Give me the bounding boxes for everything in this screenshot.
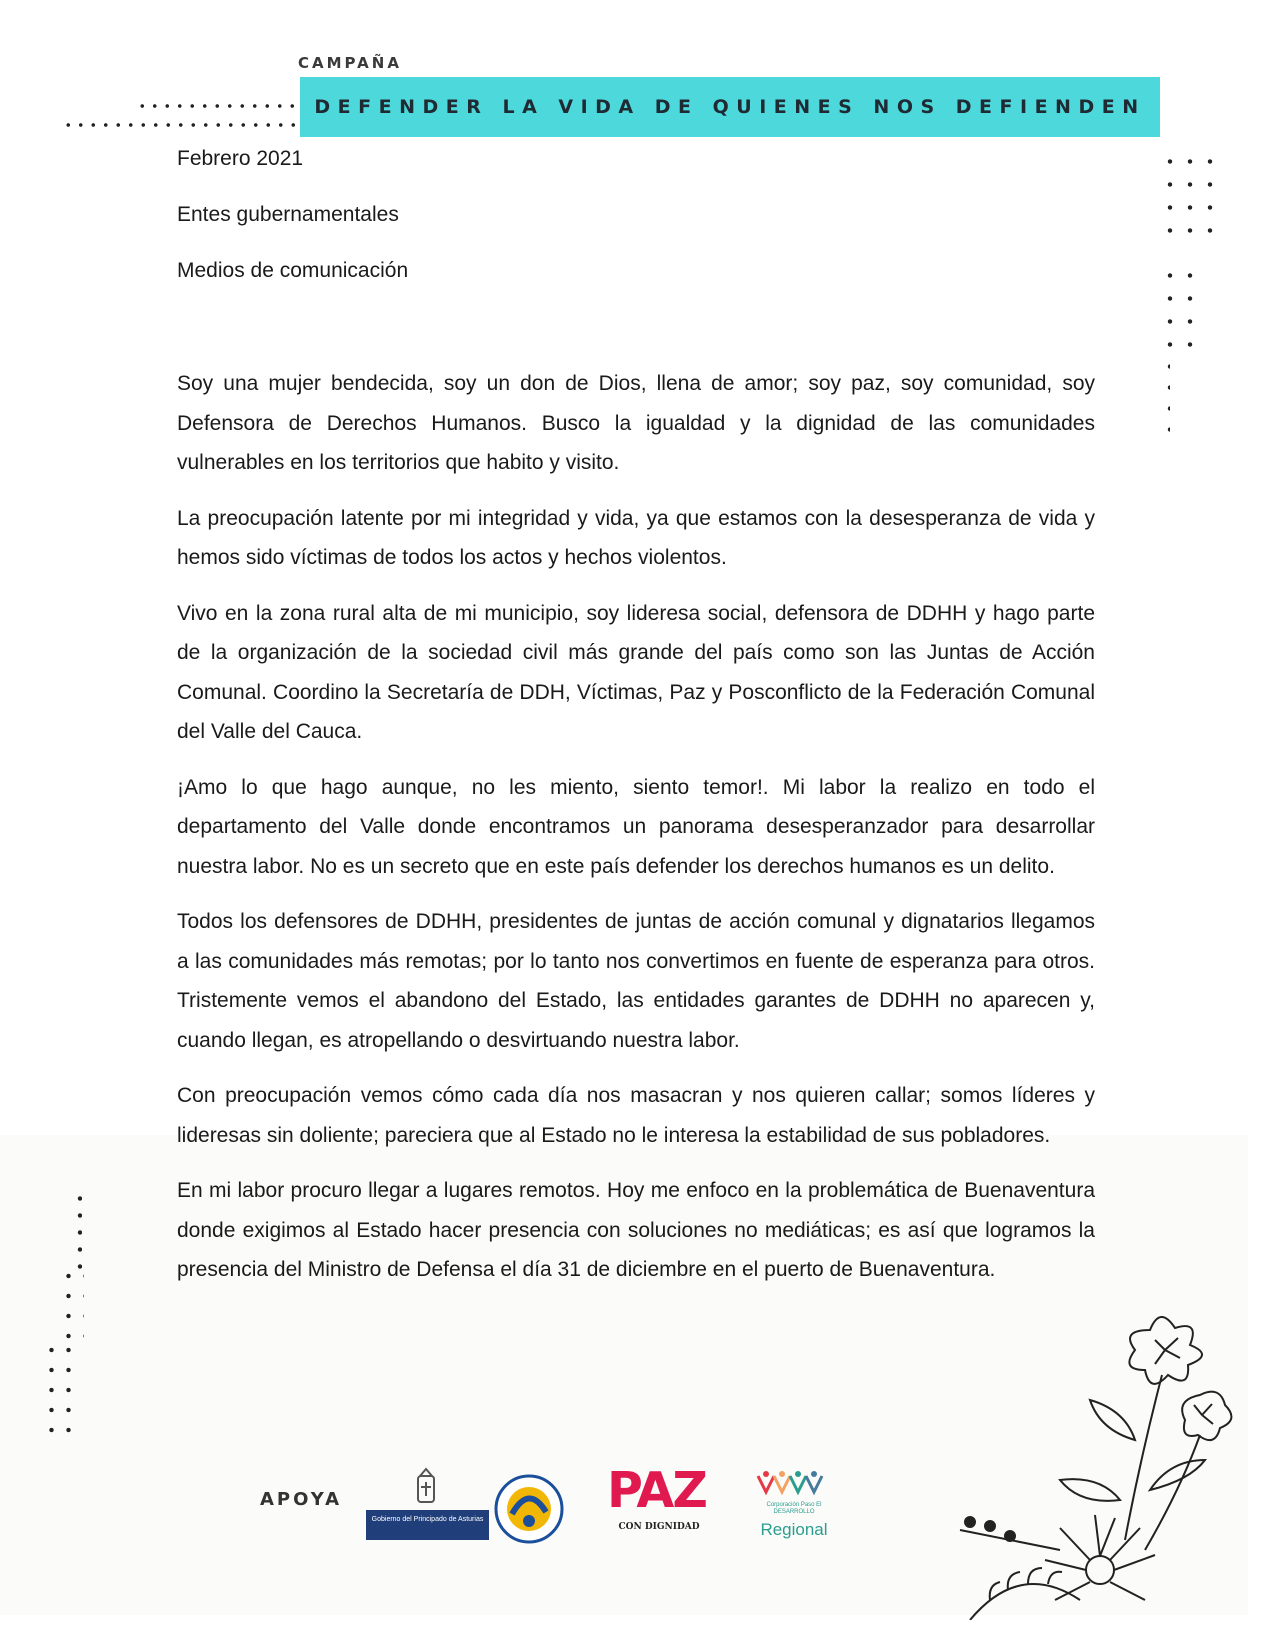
letter-body <box>177 364 1095 1306</box>
recipient-line: Entes gubernamentales <box>177 203 399 226</box>
body-paragraph: ¡Amo lo que hago aunque, no les miento, siento temor!. Mi labor la realizo en todo el departamento del Valle donde encontramos un panorama desesperanzador para desarrollar nuestra labor. No es un secreto que en este país defender los derechos humanos es un delito. <box>177 775 1095 878</box>
paz-logo-title: PAZ <box>607 1462 706 1519</box>
floral-decoration-icon <box>950 1300 1240 1620</box>
header-dots-bottom <box>62 123 296 127</box>
campaign-label: CAMPAÑA <box>298 54 402 72</box>
left-dot-pattern-bottom <box>43 1340 83 1436</box>
campaign-banner <box>300 77 1160 137</box>
recipient-line: Medios de comunicación <box>177 259 409 282</box>
body-paragraph: Vivo en la zona rural alta de mi municipio, soy lideresa social, defensora de DDHH y hago parte de la organización de la sociedad civil más grande del país como son las Juntas de Acción Comunal. Coordino la Secretaría de DDH, Víctimas, Paz y Posconflicto de la Federación Comunal del Valle del Cauca. <box>177 601 1095 743</box>
asturias-crest-icon <box>412 1466 440 1506</box>
right-dot-pattern <box>1160 150 1226 246</box>
right-dot-pattern-tail <box>1160 356 1170 440</box>
letter-header <box>177 142 408 310</box>
campaign-title: DEFENDER LA VIDA DE QUIENES NOS DEFIENDEN <box>314 96 1146 118</box>
left-dot-pattern-mid <box>60 1266 84 1346</box>
header-dots-top <box>136 104 296 108</box>
asturias-logo: Gobierno del Principado de Asturias <box>366 1510 489 1540</box>
regional-logo-title: Regional <box>760 1520 828 1539</box>
left-dot-pattern <box>70 1190 82 1270</box>
body-paragraph: Con preocupación vemos cómo cada día nos masacran y nos quieren callar; somos líderes y lideresas sin doliente; pareciera que al Estado no le interesa la estabilidad de sus pobladores. <box>177 1084 1095 1147</box>
body-paragraph: Todos los defensores de DDHH, presidentes de juntas de acción comunal y dignatarios llegamos a las comunidades más remotas; por lo tanto nos convertimos en fuente de esperanza para otros. Tristemente vemos el abandono del Estado, las entidades garantes de DDHH no aparecen y, cuando llegan, es atropellando o desvirtuando nuestra labor. <box>177 910 1095 1052</box>
body-paragraph: En mi labor procuro llegar a lugares remotos. Hoy me enfoco en la problemática de Buenaventura donde exigimos al Estado hacer presencia con soluciones no mediáticas; es así que logramos la presencia del Ministro de Defensa el día 31 de diciembre en el puerto de Buenaventura. <box>177 1179 1095 1281</box>
right-dot-pattern-mid <box>1160 264 1206 354</box>
letter-date: Febrero 2021 <box>177 147 304 170</box>
support-label: APOYA <box>260 1489 343 1510</box>
body-paragraph: La preocupación latente por mi integridad y vida, ya que estamos con la desesperanza de vida y hemos sido víctimas de todos los actos y hechos violentos. <box>177 506 1095 569</box>
sports-federation-logo-icon <box>494 1474 564 1544</box>
regional-people-icon <box>754 1470 834 1500</box>
body-paragraph: Soy una mujer bendecida, soy un don de Dios, llena de amor; soy paz, soy comunidad, soy Defensora de Derechos Humanos. Busco la igualdad y la dignidad de las comunidades vulnerables en los territorios que habito y visito. <box>177 372 1095 474</box>
regional-logo-caption: Corporación Paso El DESARROLLO <box>766 1502 822 1515</box>
paz-logo-subtitle: CON DIGNIDAD <box>618 1522 700 1532</box>
